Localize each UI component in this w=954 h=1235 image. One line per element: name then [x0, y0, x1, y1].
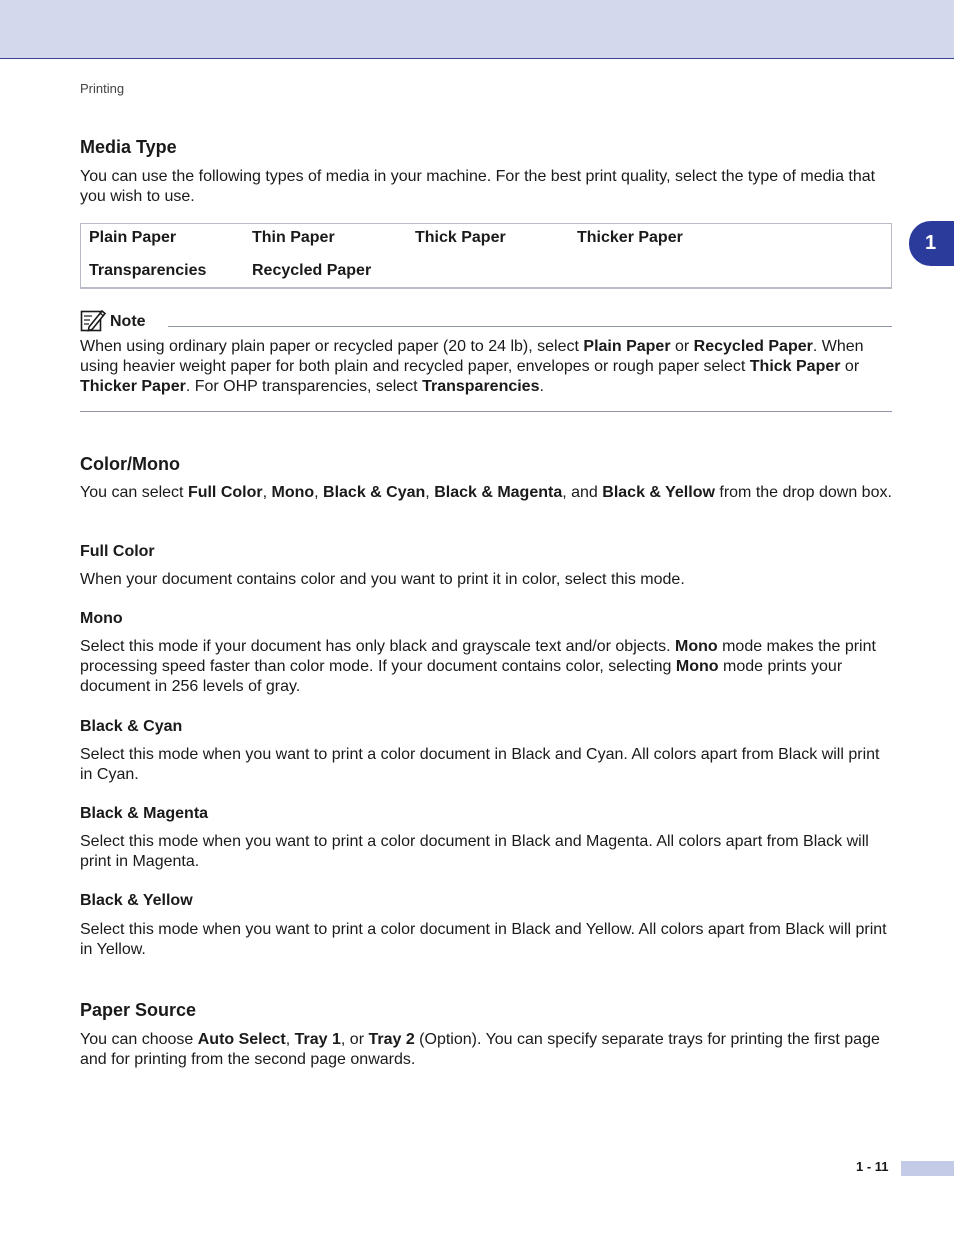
media-type-intro: You can use the following types of media in your machine. For the best print quality, select the type of media that you wish to use.: [80, 168, 876, 205]
heading-black-yellow: Black & Yellow: [80, 892, 193, 909]
paper-source-text: You can choose Auto Select, Tray 1, or Tray 2 (Option). You can specify separate trays for printing the first page and for printing from the second page onwards.: [80, 1031, 880, 1068]
mono-text: Select this mode if your document has only black and grayscale text and/or objects. Mono mode makes the print processing speed faster than color mode. If your document contains color, selecting Mono mode prints your document in 256 levels of gray.: [80, 638, 876, 695]
heading-full-color: Full Color: [80, 543, 155, 560]
heading-color-mono: Color/Mono: [80, 454, 180, 474]
media-cell: Plain Paper: [89, 229, 177, 246]
heading-black-magenta: Black & Magenta: [80, 805, 209, 822]
note-bottom-divider: [80, 411, 892, 412]
media-type-table: [80, 223, 892, 289]
heading-black-cyan: Black & Cyan: [80, 718, 183, 735]
media-cell: Transparencies: [89, 262, 207, 279]
media-cell: Thin Paper: [252, 229, 335, 246]
heading-mono: Mono: [80, 610, 123, 627]
black-cyan-text: Select this mode when you want to print a color document in Black and Cyan. All colors apart from Black will print in Cyan.: [80, 746, 880, 783]
heading-paper-source: Paper Source: [80, 1000, 197, 1020]
chapter-tab: [909, 221, 954, 266]
running-head: Printing: [80, 81, 125, 96]
color-mono-text: You can select Full Color, Mono, Black & Cyan, Black & Magenta, and Black & Yellow from the drop down box.: [80, 484, 892, 501]
note-pencil-icon: [80, 308, 106, 332]
full-color-text: When your document contains color and you want to print it in color, select this mode.: [80, 571, 685, 588]
page-number: 1 - 11: [856, 1159, 889, 1174]
note-header: [80, 308, 892, 334]
page-number-bar: [901, 1161, 954, 1176]
media-cell: Recycled Paper: [252, 262, 372, 279]
black-magenta-text: Select this mode when you want to print a color document in Black and Magenta. All colors apart from Black will print in Magenta.: [80, 833, 869, 870]
note-label: Note: [110, 313, 146, 330]
media-cell: Thick Paper: [415, 229, 506, 246]
media-cell: Thicker Paper: [577, 229, 683, 246]
chapter-number: 1: [925, 232, 937, 254]
black-yellow-text: Select this mode when you want to print a color document in Black and Yellow. All colors apart from Black will print in Yellow.: [80, 921, 887, 958]
heading-media-type: Media Type: [80, 137, 177, 157]
note-divider: [168, 326, 892, 327]
note-text: When using ordinary plain paper or recycled paper (20 to 24 lb), select Plain Paper or Recycled Paper. When using heavier weight paper for both plain and recycled paper, envelopes or rough paper select Thick Paper or Thicker Paper. For OHP transparencies, select Transparencies.: [80, 338, 864, 395]
header-band: [0, 0, 954, 59]
